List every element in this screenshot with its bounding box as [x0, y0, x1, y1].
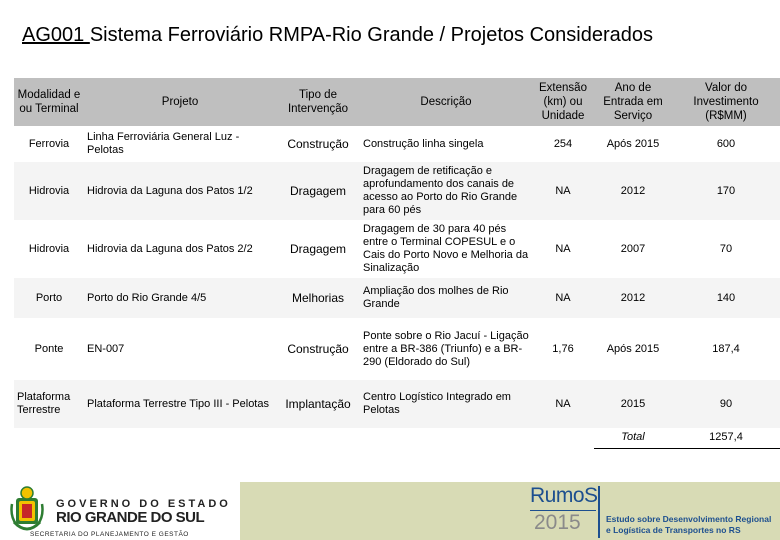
table-row — [14, 162, 780, 220]
cell-extensao: 254 — [532, 126, 594, 162]
cell-tipo: Implantação — [276, 380, 360, 428]
projects-table-container — [14, 78, 780, 449]
cell-descricao: Dragagem de 30 para 40 pés entre o Terminal COPESUL e o Cais do Porto Novo e Melhoria da Sinalização — [360, 220, 532, 278]
gov-line2: RIO GRANDE DO SUL — [56, 509, 205, 526]
cell-descricao: Dragagem de retificação e aprofundamento dos canais de acesso ao Porto do Rio Grande para 60 pés — [360, 162, 532, 220]
cell-ano: 2015 — [594, 380, 672, 428]
table-row — [14, 220, 780, 278]
table-row — [14, 318, 780, 380]
cell-ano: 2012 — [594, 162, 672, 220]
title-text: Sistema Ferroviário RMPA-Rio Grande / Projetos Considerados — [89, 24, 654, 46]
cell-tipo: Dragagem — [276, 220, 360, 278]
cell-projeto: Linha Ferroviária General Luz - Pelotas — [84, 126, 276, 162]
cell-projeto: Hidrovia da Laguna dos Patos 1/2 — [84, 162, 276, 220]
cell-descricao: Ampliação dos molhes de Rio Grande — [360, 278, 532, 318]
table-row — [14, 380, 780, 428]
cell-ano: 2007 — [594, 220, 672, 278]
cell-valor: 90 — [672, 380, 780, 428]
cell-tipo: Melhorias — [276, 278, 360, 318]
rumos-year: 2015 — [534, 511, 581, 534]
cell-modalidade: Ponte — [14, 318, 84, 380]
gov-line3: SECRETARIA DO PLANEJAMENTO E GESTÃO — [30, 531, 189, 538]
cell-ano: Após 2015 — [594, 126, 672, 162]
cell-descricao: Ponte sobre o Rio Jacuí - Ligação entre a BR-386 (Triunfo) e a BR-290 (Eldorado do Sul) — [360, 318, 532, 380]
cell-extensao: NA — [532, 220, 594, 278]
table-row — [14, 126, 780, 162]
cell-modalidade: Hidrovia — [14, 162, 84, 220]
cell-extensao: NA — [532, 162, 594, 220]
cell-modalidade: Porto — [14, 278, 84, 318]
cell-projeto: EN-007 — [84, 318, 276, 380]
cell-valor: 600 — [672, 126, 780, 162]
total-value: 1257,4 — [672, 428, 780, 448]
cell-modalidade: Hidrovia — [14, 220, 84, 278]
cell-extensao: NA — [532, 278, 594, 318]
projects-table — [14, 78, 780, 449]
cell-extensao: 1,76 — [532, 318, 594, 380]
cell-tipo: Construção — [276, 126, 360, 162]
table-row — [14, 278, 780, 318]
cell-projeto: Hidrovia da Laguna dos Patos 2/2 — [84, 220, 276, 278]
footer-banner — [0, 482, 780, 540]
cell-descricao: Centro Logístico Integrado em Pelotas — [360, 380, 532, 428]
cell-modalidade: Plataforma Terrestre — [14, 380, 84, 428]
table-header-row — [14, 78, 780, 126]
header-projeto: Projeto — [84, 78, 276, 126]
cell-modalidade: Ferrovia — [14, 126, 84, 162]
header-modalidade: Modalidad e ou Terminal — [14, 78, 84, 126]
rumos-separator — [598, 486, 600, 538]
rumos-logo — [522, 484, 780, 540]
cell-ano: 2012 — [594, 278, 672, 318]
state-crest-icon — [10, 484, 44, 536]
cell-extensao: NA — [532, 380, 594, 428]
cell-tipo: Dragagem — [276, 162, 360, 220]
page-title — [22, 24, 653, 47]
title-code: AG001 — [22, 24, 90, 46]
cell-descricao: Construção linha singela — [360, 126, 532, 162]
cell-valor: 187,4 — [672, 318, 780, 380]
cell-tipo: Construção — [276, 318, 360, 380]
header-tipo: Tipo de Intervenção — [276, 78, 360, 126]
cell-valor: 140 — [672, 278, 780, 318]
header-descricao: Descrição — [360, 78, 532, 126]
cell-ano: Após 2015 — [594, 318, 672, 380]
cell-valor: 170 — [672, 162, 780, 220]
total-row — [14, 428, 780, 448]
state-government-logo — [0, 482, 240, 540]
header-valor: Valor do Investimento (R$MM) — [672, 78, 780, 126]
gov-line1: GOVERNO DO ESTADO — [56, 498, 231, 510]
rumos-description-line1: Estudo sobre Desenvolvimento Regional — [606, 514, 772, 524]
cell-projeto: Plataforma Terrestre Tipo III - Pelotas — [84, 380, 276, 428]
total-label: Total — [594, 428, 672, 448]
header-ano: Ano de Entrada em Serviço — [594, 78, 672, 126]
header-extensao: Extensão (km) ou Unidade — [532, 78, 594, 126]
rumos-title: RumoS — [530, 484, 598, 507]
cell-projeto: Porto do Rio Grande 4/5 — [84, 278, 276, 318]
cell-valor: 70 — [672, 220, 780, 278]
rumos-description-line2: e Logística de Transportes no RS — [606, 525, 741, 535]
